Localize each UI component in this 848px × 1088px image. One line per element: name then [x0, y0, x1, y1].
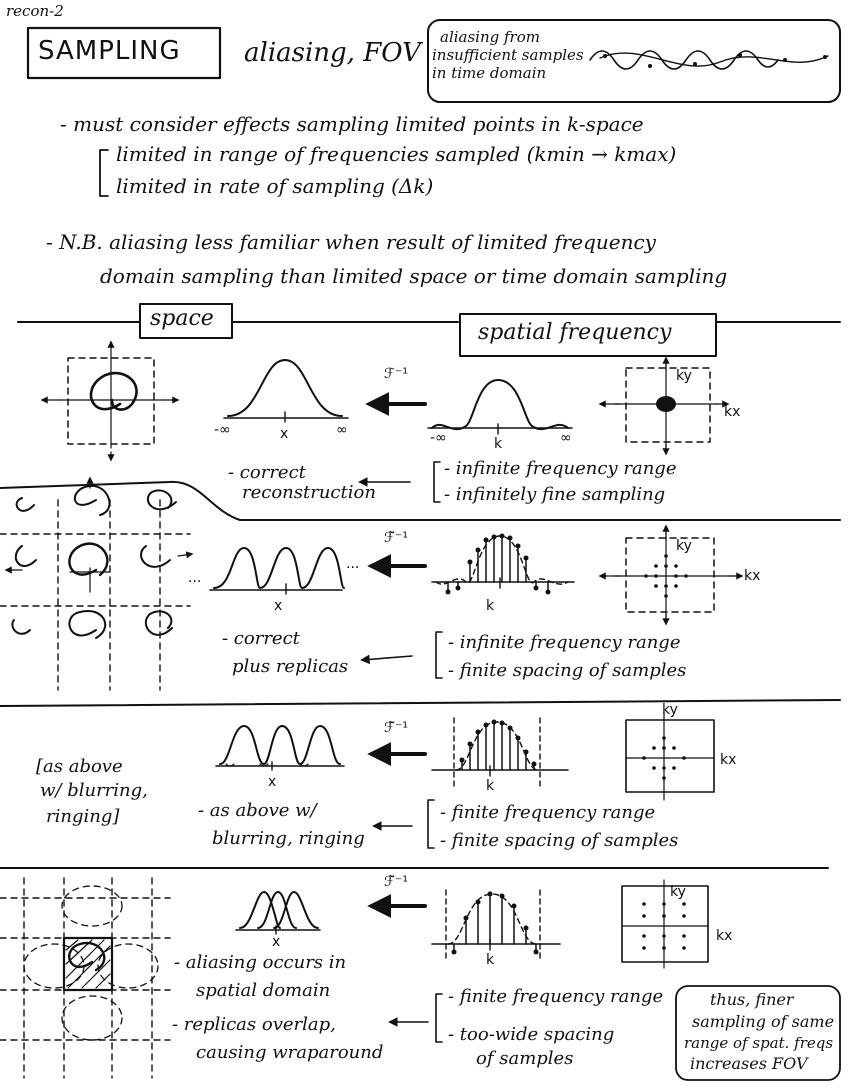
row1-condition-2: - infinitely fine sampling: [444, 484, 666, 505]
row2-result-line-1: - correct: [222, 628, 300, 649]
row1-result-line-1: - correct: [228, 462, 306, 483]
row4-condition-3: of samples: [476, 1048, 574, 1069]
conclusion-line-3: range of spat. freqs: [684, 1034, 834, 1052]
row3-condition-2: - finite spacing of samples: [440, 830, 679, 851]
row4-result-line-3: - replicas overlap,: [172, 1014, 336, 1035]
row2-ky-label: ky: [676, 538, 692, 554]
row3-result-line-2: blurring, ringing: [212, 828, 365, 849]
row3-inverse-ft: ℱ̃⁻¹: [384, 720, 409, 736]
note-line-2: insufficient samples: [432, 46, 584, 64]
row3-side-note-line-2: w/ blurring,: [40, 780, 148, 801]
intro-bullet-1: - must consider effects sampling limited points in k-space: [60, 112, 644, 136]
row1-k-pos-inf: ∞: [560, 430, 572, 446]
row4-result-line-2: spatial domain: [196, 980, 331, 1001]
object-shape: [91, 373, 137, 410]
row4-k-label: k: [486, 952, 495, 968]
row1-pos-inf: ∞: [336, 422, 348, 438]
conclusion-line-4: increases FOV: [690, 1054, 808, 1073]
row-separator-2: [0, 700, 840, 706]
intro-bullet-2-line-2: domain sampling than limited space or time domain sampling: [100, 264, 728, 288]
row3-condition-1: - finite frequency range: [440, 802, 656, 823]
row2-kx-label: kx: [744, 568, 761, 584]
row1-result-line-2: reconstruction: [242, 482, 376, 503]
row4-condition-1: - finite frequency range: [448, 986, 664, 1007]
row1-x-label: x: [280, 426, 289, 442]
row3-kx-label: kx: [720, 752, 737, 768]
column-label-spatial-frequency: spatial frequency: [478, 320, 672, 345]
row2-result-line-2: plus replicas: [232, 656, 349, 677]
row3-side-note-line-1: [as above: [36, 756, 123, 777]
intro-bullet-2-line-1: - N.B. aliasing less familiar when result of limited frequency: [46, 230, 656, 254]
row2-condition-1: - infinite frequency range: [448, 632, 681, 653]
row1-inverse-ft: ℱ⁻¹: [384, 366, 409, 382]
row1-neg-inf: -∞: [214, 422, 231, 438]
row2-k-label: k: [486, 598, 495, 614]
row1-ky-label: ky: [676, 368, 692, 384]
row4-condition-2: - too-wide spacing: [448, 1024, 615, 1045]
row1-kx-label: kx: [724, 404, 741, 420]
page-subtitle: aliasing, FOV: [244, 38, 421, 68]
conclusion-line-1: thus, finer: [710, 990, 794, 1009]
row3-side-note-line-3: ringing]: [46, 806, 120, 827]
row2-ellipsis-right: ...: [346, 556, 360, 572]
note-line-1: aliasing from: [440, 28, 540, 46]
row1-k-label: k: [494, 436, 503, 452]
row4-ky-label: ky: [670, 884, 686, 900]
row4-inverse-ft: ℱ̃⁻¹: [384, 874, 409, 890]
column-label-space: space: [150, 306, 214, 331]
row4-kx-label: kx: [716, 928, 733, 944]
row-separator-1: [0, 482, 840, 520]
row4-result-line-4: causing wraparound: [196, 1042, 384, 1063]
row2-inverse-ft: ℱ̃⁻¹: [384, 530, 409, 546]
row3-k-label: k: [486, 778, 495, 794]
row3-result-line-1: - as above w/: [198, 800, 317, 821]
page-title: SAMPLING: [38, 36, 181, 66]
row2-ellipsis-left: ...: [188, 570, 202, 586]
conclusion-line-2: sampling of same: [692, 1012, 835, 1031]
note-line-3: in time domain: [432, 64, 547, 82]
row2-condition-2: - finite spacing of samples: [448, 660, 687, 681]
intro-sub-2: limited in rate of sampling (Δk): [116, 174, 434, 198]
row3-x-label: x: [268, 774, 277, 790]
row3-ky-label: ky: [662, 702, 678, 718]
page-id: recon-2: [6, 2, 64, 20]
row2-x-label: x: [274, 598, 283, 614]
row4-x-label: x: [272, 934, 281, 950]
k-sample-stems: [448, 536, 548, 592]
row4-result-line-1: - aliasing occurs in: [174, 952, 347, 973]
row1-k-neg-inf: -∞: [430, 430, 447, 446]
intro-bracket: [100, 150, 108, 196]
row1-condition-1: - infinite frequency range: [444, 458, 677, 479]
intro-sub-1: limited in range of frequencies sampled (kmin → kmax): [116, 142, 677, 166]
